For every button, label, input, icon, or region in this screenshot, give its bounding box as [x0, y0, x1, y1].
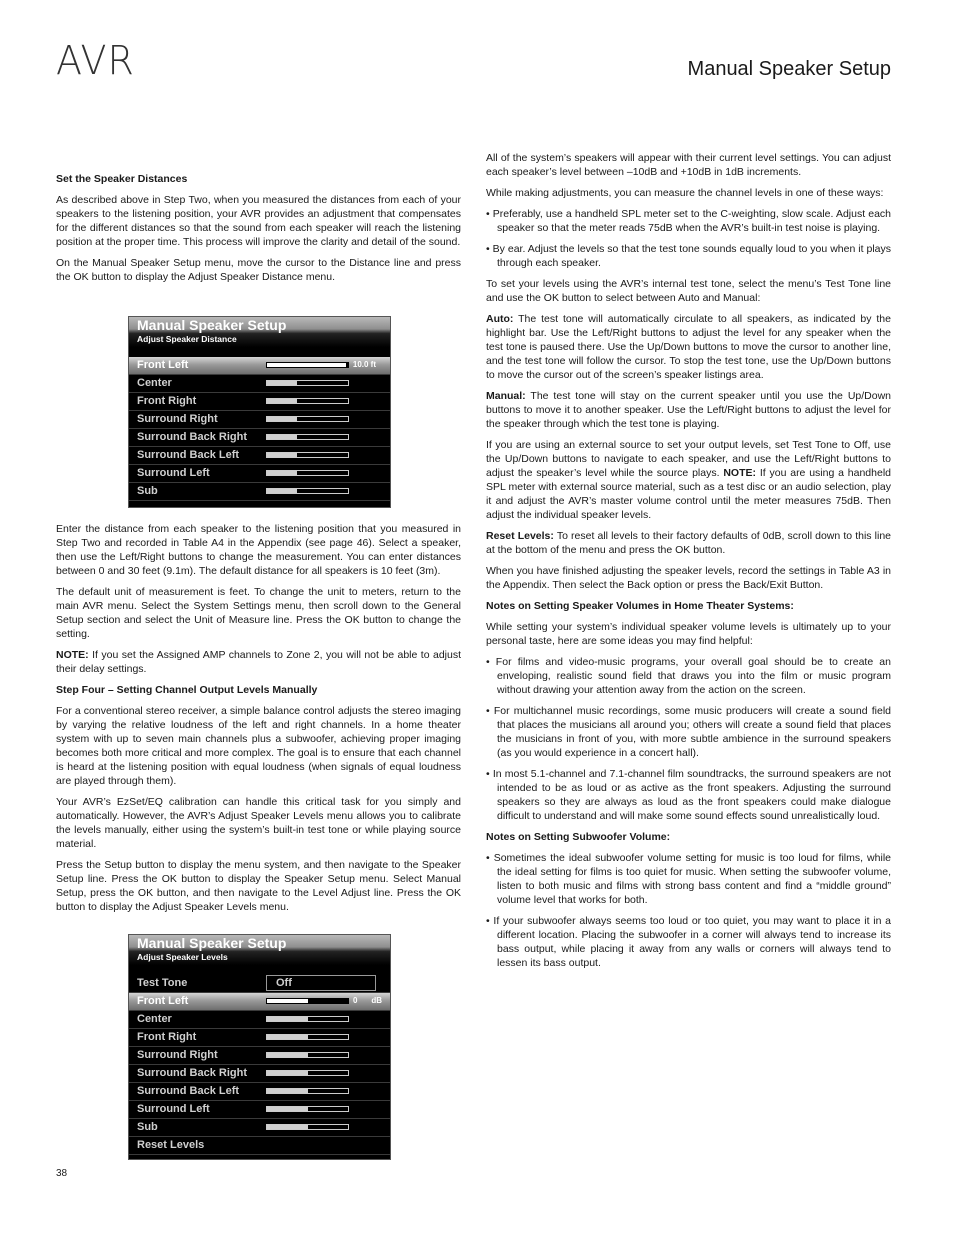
- avr-logo: AVR: [56, 38, 135, 84]
- bullet-item: • For films and video-music programs, your overall goal should be to create an enveloping, realistic sound field that draws you into the film or music program without drawing your attention away from the action on the screen.: [486, 656, 891, 696]
- bullet-item: • If your subwoofer always seems too loud or too quiet, you may want to place it in a different location. Placing the subwoofer in a corner will always tend to increase its bass output, while placing it away from any walls or corners will always tend to lessen its bass output.: [486, 915, 891, 969]
- level-bar: [266, 1070, 349, 1076]
- reset-paragraph: [486, 529, 891, 557]
- bullet-item: • By ear. Adjust the levels so that the test tone sounds equally loud to you when it plays through each speaker.: [486, 243, 891, 269]
- distance-bar: [266, 398, 349, 404]
- distance-bar: [266, 362, 349, 368]
- osd-row-label: Surround Back Left: [137, 449, 240, 461]
- osd-row-surround-right[interactable]: [129, 1047, 390, 1065]
- reset-text: To reset all levels to their factory defaults of 0dB, scroll down to this line at the bottom of the menu and press the OK button.: [486, 530, 891, 556]
- paragraph: While making adjustments, you can measure the channel levels in one of these ways:: [486, 187, 884, 199]
- reset-label: Reset Levels:: [486, 530, 554, 542]
- level-bar: [266, 1088, 349, 1094]
- osd-row-label: Surround Right: [137, 413, 218, 425]
- osd-title: Manual Speaker Setup: [137, 935, 287, 951]
- external-source-paragraph: [486, 438, 891, 522]
- osd-row-label: Front Left: [137, 359, 189, 371]
- paragraph: All of the system’s speakers will appear with their current level settings. You can adjust each speaker’s level between –10dB and +10dB in 1dB increments.: [486, 152, 891, 178]
- note-paragraph: [56, 648, 461, 676]
- osd-row-surround-back-right[interactable]: [129, 1065, 390, 1083]
- osd-row-label: Surround Back Left: [137, 1085, 240, 1097]
- heading-step-four: Step Four – Setting Channel Output Levels Manually: [56, 684, 318, 696]
- distance-bar: [266, 470, 349, 476]
- osd-subtitle: Adjust Speaker Levels: [137, 952, 228, 962]
- osd-subtitle: Adjust Speaker Distance: [137, 334, 237, 344]
- manual-text: The test tone will stay on the current speaker until you use the Up/Down buttons to move it to another speaker. Use the Left/Right buttons to adjust the level for the speaker through which the test tone is playing.: [486, 390, 891, 430]
- paragraph: The default unit of measurement is feet. To change the unit to meters, return to the main AVR menu. Select the System Settings menu, then scroll down to the General Setup section and select the Unit of Measure line. Press the OK button to change the setting.: [56, 586, 461, 640]
- level-bar: [266, 1106, 349, 1112]
- level-bar: [266, 1016, 349, 1022]
- paragraph: As described above in Step Two, when you measured the distances from each of your speakers to the listening position, your AVR provides an adjustment that compensates for the different distances so that the sound from each speaker will reach the listening position at the proper time. This process will improve the clarity and detail of the sound.: [56, 194, 461, 248]
- bullet-item: • For multichannel music recordings, some music producers will create a sound field that places the musicians all around you; others will create a sound field that places the musicians in front of you, with more subtle ambience in the surround speakers (as you would experience in a concert hall).: [486, 705, 891, 759]
- osd-row-label: Surround Back Right: [137, 431, 248, 443]
- paragraph: When you have finished adjusting the speaker levels, record the settings in Table A3 in the Appendix. Then select the Back option or press the Back/Exit Button.: [486, 565, 891, 591]
- osd-row-surround-right[interactable]: [129, 411, 390, 429]
- osd-row-label: Front Left: [137, 995, 189, 1007]
- heading-speaker-volumes: Notes on Setting Speaker Volumes in Home Theater Systems:: [486, 600, 794, 612]
- note-label: NOTE:: [56, 649, 89, 661]
- heading-speaker-distances: Set the Speaker Distances: [56, 173, 188, 185]
- osd-row-center[interactable]: [129, 375, 390, 393]
- text: If you are using a handheld SPL meter with external source material, such as a test disc or an audio selection, play it and adjust the AVR’s master volume control until the meter measures 75dB. Then adjust the individual speaker levels.: [486, 467, 891, 521]
- osd-row-label: Sub: [137, 485, 158, 497]
- osd-row-surround-back-left[interactable]: [129, 447, 390, 465]
- note-label: NOTE:: [723, 467, 757, 479]
- manual-label: Manual:: [486, 390, 526, 402]
- osd-row-reset-levels[interactable]: [129, 1137, 390, 1155]
- osd-adjust-speaker-levels: [128, 934, 391, 1160]
- osd-row-front-left[interactable]: [129, 357, 390, 375]
- osd-row-test-tone[interactable]: [129, 975, 390, 993]
- bullet-item: • In most 5.1-channel and 7.1-channel film soundtracks, the surround speakers are not intended to be as loud or as active as the front speakers. Adjusting the surround speakers so they are always as loud as the front speakers could make dialogue difficult to understand and will make some sound effects sound unrealistically loud.: [486, 768, 891, 822]
- level-bar: [266, 1034, 349, 1040]
- osd-row-label: Surround Left: [137, 467, 210, 479]
- paragraph: Enter the distance from each speaker to the listening position that you measured in Step Two and recorded in Table A4 in the Appendix (see page 46). Select a speaker, then use the Left/Right buttons to change the measurement. You can enter distances between 0 and 30 feet (9.1m). The default distance for all speakers is 10 feet (3m).: [56, 523, 461, 577]
- distance-bar: [266, 380, 349, 386]
- osd-row-sub[interactable]: [129, 1119, 390, 1137]
- osd-row-front-left[interactable]: [129, 993, 390, 1011]
- auto-text: The test tone will automatically circulate to all speakers, as indicated by the highlight bar. Use the Left/Right buttons to adjust the level for any speaker when the test tone is paused there. Use the Up/Down buttons to move the cursor to another line, and the test tone will follow the cursor. To stop the test tone, use the Up/Down buttons to move the cursor out of the screen’s speaker listings area.: [486, 313, 891, 381]
- right-column: [486, 151, 891, 977]
- bullet-item: • Preferably, use a handheld SPL meter set to the C-weighting, slow scale. Adjust each speaker so that the meter reads 75dB when the AVR’s built-in test noise is playing.: [486, 208, 891, 234]
- distance-bar: [266, 416, 349, 422]
- auto-label: Auto:: [486, 313, 514, 325]
- osd-row-surround-left[interactable]: [129, 465, 390, 483]
- osd-row-sub[interactable]: [129, 483, 390, 501]
- osd-row-label: Surround Right: [137, 1049, 218, 1061]
- level-bar: [266, 1052, 349, 1058]
- level-bar: [266, 998, 349, 1004]
- osd-header: [129, 935, 390, 965]
- page-number: 38: [56, 1168, 68, 1179]
- osd-row-front-right[interactable]: [129, 393, 390, 411]
- osd-row-label: Sub: [137, 1121, 158, 1133]
- paragraph: While setting your system’s individual speaker volume levels is ultimately up to your personal taste, here are some ideas you may find helpful:: [486, 621, 891, 647]
- test-tone-value: Off: [276, 977, 292, 989]
- distance-bar: [266, 452, 349, 458]
- osd-row-front-right[interactable]: [129, 1029, 390, 1047]
- osd-row-surround-left[interactable]: [129, 1101, 390, 1119]
- osd-row-label: Front Right: [137, 395, 197, 407]
- distance-bar: [266, 488, 349, 494]
- bullet-item: • Sometimes the ideal subwoofer volume setting for music is too loud for films, while the ideal setting for films is too quiet for music. When setting the subwoofer volume, listen to both music and films with strong bass content and find a “middle ground” volume level that works for both.: [486, 852, 891, 906]
- osd-row-surround-back-left[interactable]: [129, 1083, 390, 1101]
- note-text: If you set the Assigned AMP channels to Zone 2, you will not be able to adjust their delay settings.: [56, 649, 461, 675]
- osd-row-label: Center: [137, 377, 172, 389]
- osd-row-center[interactable]: [129, 1011, 390, 1029]
- osd-row-label: Surround Left: [137, 1103, 210, 1115]
- osd-header: [129, 317, 390, 347]
- page-title: Manual Speaker Setup: [687, 58, 891, 80]
- distance-value: 10.0 ft: [352, 360, 376, 369]
- distance-bar: [266, 434, 349, 440]
- osd-row-label: Surround Back Right: [137, 1067, 248, 1079]
- osd-row-surround-back-right[interactable]: [129, 429, 390, 447]
- text: If you are using an external source to set your output levels, set Test Tone to Off, use the Up/Down buttons to navigate to each speaker, and use the Left/Right buttons to adjust the speaker’s level while the source plays.: [486, 439, 891, 479]
- osd-title: Manual Speaker Setup: [137, 317, 287, 333]
- osd-row-label: Center: [137, 1013, 172, 1025]
- level-value: 0: [353, 996, 358, 1005]
- osd-row-label: Test Tone: [137, 977, 188, 989]
- osd-row-label: Front Right: [137, 1031, 197, 1043]
- left-column-middle: [56, 522, 461, 921]
- level-bar: [266, 1124, 349, 1130]
- paragraph: To set your levels using the AVR’s internal test tone, select the menu’s Test Tone line and use the OK button to select between Auto and Manual:: [486, 278, 891, 304]
- osd-adjust-speaker-distance: [128, 316, 391, 508]
- paragraph: Your AVR’s EzSet/EQ calibration can handle this critical task for you simply and automatically. However, the AVR’s Adjust Speaker Levels menu allows you to calibrate the levels manually, either using the system’s built-in test tone or while playing source material.: [56, 796, 461, 850]
- paragraph: Press the Setup button to display the menu system, and then navigate to the Speaker Setup line. Press the OK button to display the Speaker Setup menu. Select Manual Setup, press the OK button, and then navigate to the Level Adjust line. Press the OK button to display the Adjust Speaker Levels menu.: [56, 859, 461, 913]
- auto-paragraph: [486, 312, 891, 382]
- manual-paragraph: [486, 389, 891, 431]
- left-column-top: [56, 172, 461, 291]
- heading-subwoofer-volume: Notes on Setting Subwoofer Volume:: [486, 831, 671, 843]
- paragraph: On the Manual Speaker Setup menu, move the cursor to the Distance line and press the OK button to display the Adjust Speaker Distance menu.: [56, 257, 461, 283]
- level-unit: dB: [371, 996, 382, 1005]
- osd-row-label: Reset Levels: [137, 1139, 205, 1151]
- paragraph: For a conventional stereo receiver, a simple balance control adjusts the stereo imaging by varying the relative loudness of the left and right channels. In a home theater system with up to seven main channels plus a subwoofer, achieving proper imaging becomes both more critical and more complex. The goal is to ensure that each channel is heard at the listening position with equal loudness (when signals of equal loudness are played through them).: [56, 705, 461, 787]
